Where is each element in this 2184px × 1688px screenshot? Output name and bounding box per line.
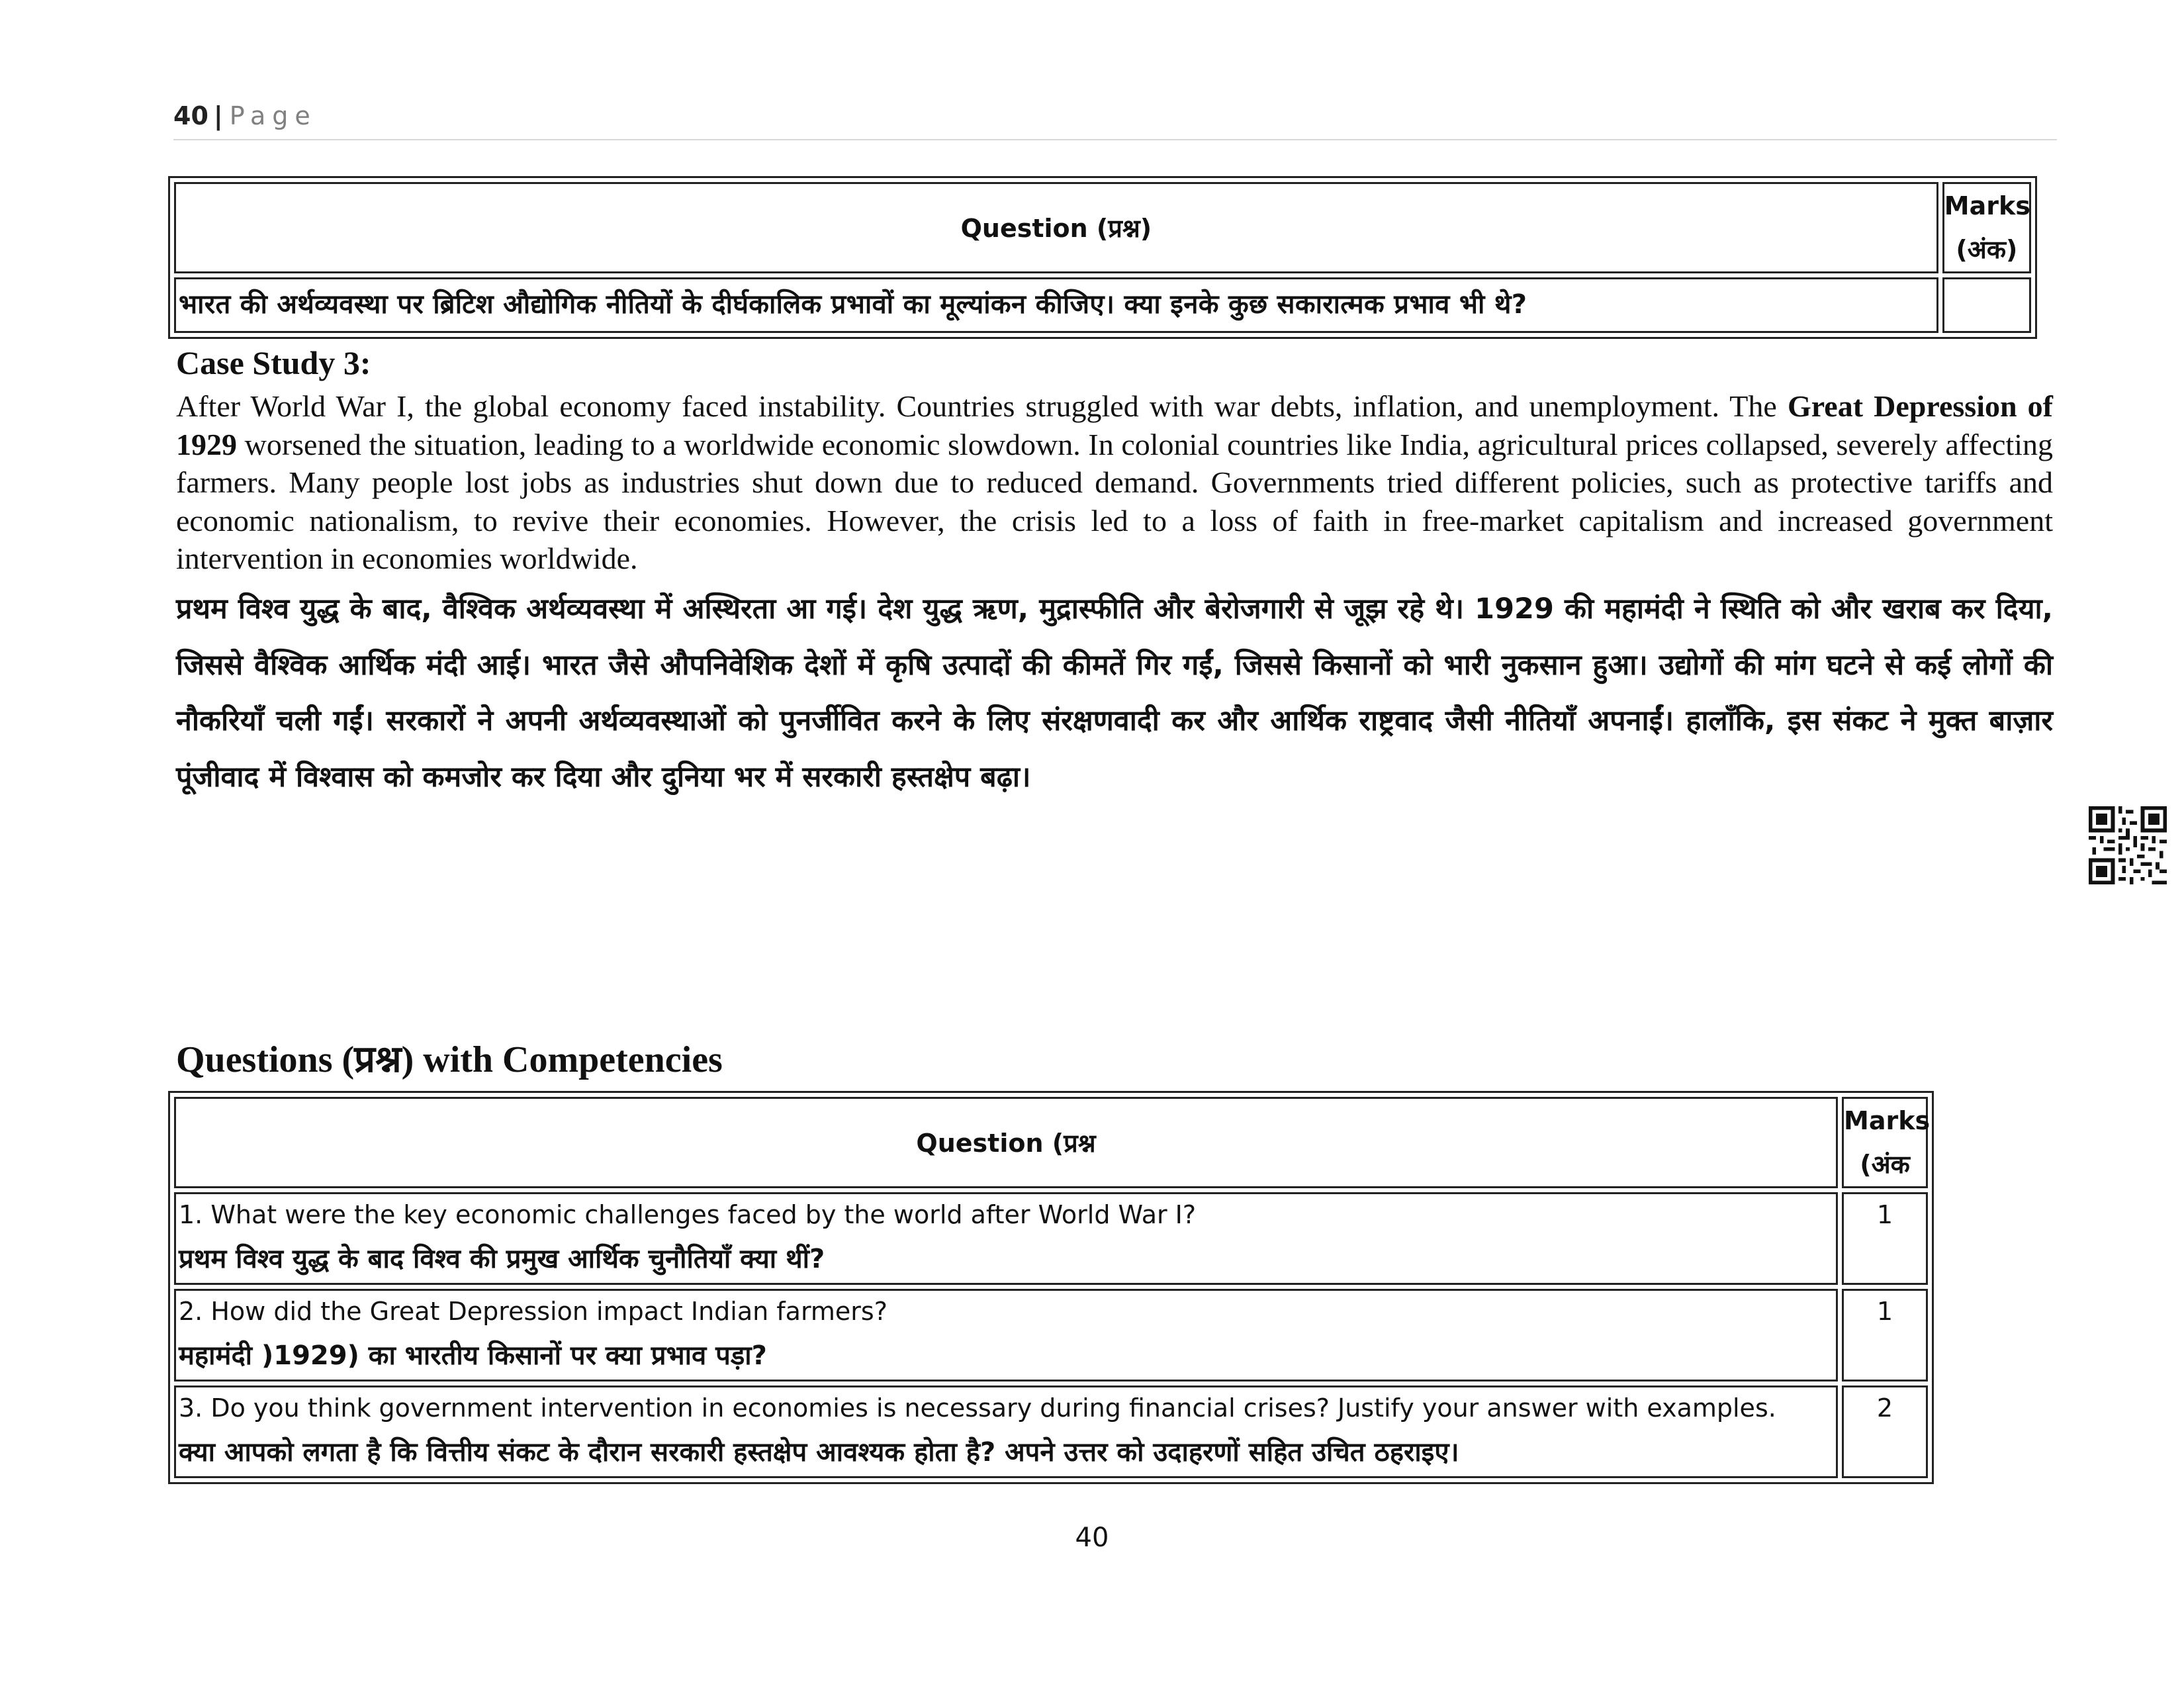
- marks-label-hindi: (अंक): [1956, 235, 2018, 264]
- qr-code-icon: [2089, 806, 2167, 884]
- case-study-hindi: प्रथम विश्व युद्ध के बाद, वैश्विक अर्थव्यवस्था में अस्थिरता आ गई। देश युद्ध ऋण, मुद्रास्फीति और बेरोजगारी से जूझ रहे थे। 1929 की महामंदी ने स्थिति को और खराब कर दिया, जिससे वैश्विक आर्थिक मंदी आई। भारत जैसे औपनिवेशिक देशों में कृषि उत्पादों की कीमतें गिर गईं, जिससे किसानों को भारी नुकसान हुआ। उद्योगों की मांग घटने से कई लोगों की नौकरियाँ चली गईं। सरकारों ने अपनी अर्थव्यवस्थाओं को पुनर्जीवित करने के लिए संरक्षणवादी कर और आर्थिक राष्ट्रवाद जैसी नीतियाँ अपनाईं। हालाँकि, इस संकट ने मुक्त बाज़ार पूंजीवाद में विश्वास को कमजोर कर दिया और दुनिया भर में सरकारी हस्तक्षेप बढ़ा।: [176, 592, 2053, 794]
- page-footer-number: 40: [1075, 1523, 1109, 1553]
- marks-label-hindi: (अंक: [1860, 1150, 1910, 1179]
- question-table-1: [168, 176, 2037, 339]
- marks-cell: [1942, 277, 2031, 333]
- question-english: 2. How did the Great Depression impact Indian farmers?: [179, 1297, 887, 1326]
- column-header-question: Question (प्रश्न: [174, 1097, 1838, 1188]
- question-hindi: क्या आपको लगता है कि वित्तीय संकट के दौरान सरकारी हस्तक्षेप आवश्यक होता है? अपने उत्तर को उदाहरणों सहित उचित ठहराइए।: [179, 1437, 1459, 1468]
- case-study-english-part2: worsened the situation, leading to a worldwide economic slowdown. In colonial countries like India, agricultural prices collapsed, severely affecting farmers. Many people lost jobs as industries shut down due to reduced demand. Governments tried different policies, such as protective tariffs and economic nationalism, to revive their economies. However, the crisis led to a loss of faith in free-market capitalism and increased government intervention in economies worldwide.: [176, 427, 2053, 575]
- header-page-number: 40: [173, 101, 208, 130]
- marks-label: Marks: [1944, 191, 2030, 220]
- questions-section-title: Questions (प्रश्न) with Competencies: [176, 1039, 723, 1080]
- question-cell: [174, 1385, 1838, 1478]
- column-header-question: Question (प्रश्न): [174, 182, 1938, 273]
- table-row: [174, 1289, 1928, 1382]
- case-study-english-bold: Great Depression of 1929: [176, 389, 2053, 461]
- question-table-2: [168, 1091, 1934, 1484]
- marks-cell: 1: [1842, 1192, 1928, 1285]
- question-english: 3. Do you think government intervention in economies is necessary during financial crises? Justify your answer with examples.: [179, 1393, 1776, 1423]
- question-english: 1. What were the key economic challenges faced by the world after World War I?: [179, 1200, 1197, 1229]
- case-study-title: Case Study 3:: [176, 344, 371, 381]
- column-header-marks: [1942, 182, 2031, 273]
- header-separator: |: [213, 101, 223, 130]
- question-cell: [174, 1192, 1838, 1285]
- case-study-english: [176, 387, 2053, 578]
- case-study-english-part1: After World War I, the global economy faced instability. Countries struggled with war debts, inflation, and unemployment. The: [176, 389, 1788, 423]
- table-row: [174, 1385, 1928, 1478]
- marks-cell: 1: [1842, 1289, 1928, 1382]
- question-cell: [174, 1289, 1838, 1382]
- marks-label: Marks: [1844, 1106, 1931, 1135]
- marks-cell: 2: [1842, 1385, 1928, 1478]
- question-cell: भारत की अर्थव्यवस्था पर ब्रिटिश औद्योगिक नीतियों के दीर्घकालिक प्रभावों का मूल्यांकन कीजिए। क्या इनके कुछ सकारात्मक प्रभाव भी थे?: [174, 277, 1938, 333]
- question-hindi: प्रथम विश्व युद्ध के बाद विश्व की प्रमुख आर्थिक चुनौतियाँ क्या थीं?: [179, 1244, 825, 1274]
- header-page-label: Page: [229, 101, 317, 130]
- question-hindi: महामंदी )1929) का भारतीय किसानों पर क्या प्रभाव पड़ा?: [179, 1340, 767, 1371]
- column-header-marks: [1842, 1097, 1931, 1188]
- page-header: [173, 98, 2057, 140]
- table-row: [174, 1192, 1928, 1285]
